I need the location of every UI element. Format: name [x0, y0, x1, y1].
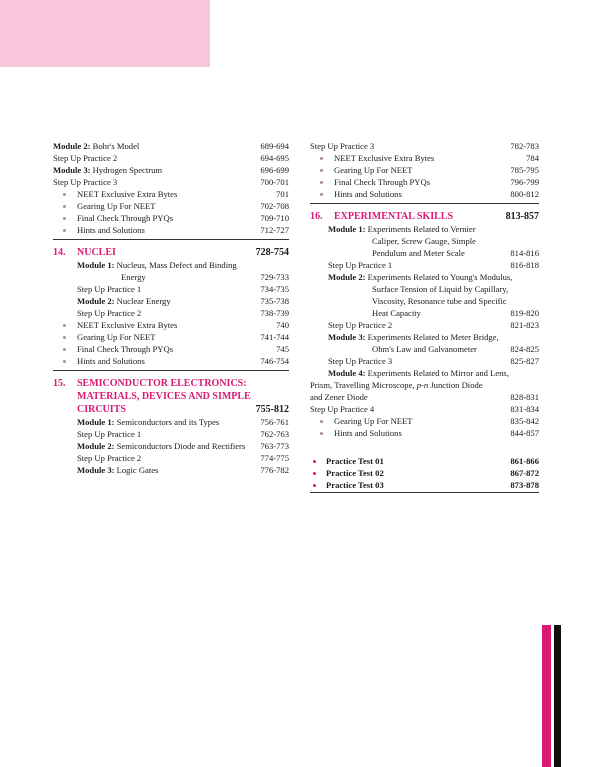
toc-entry[interactable] [53, 428, 289, 440]
toc-bullet-entry[interactable] [53, 355, 289, 367]
toc-module-entry[interactable] [310, 271, 539, 319]
spacer [310, 447, 539, 455]
module-label: Module 1: [328, 224, 366, 234]
entry-title: Hints and Solutions [310, 188, 506, 200]
page-range: 831-834 [510, 404, 539, 414]
entry-title-italic: p-n [416, 380, 429, 390]
entry-title: Step Up Practice 2 [328, 320, 393, 330]
entry-title: Gearing Up For NEET [53, 331, 256, 343]
chapter-title: EXPERIMENTAL SKILLS [334, 211, 454, 222]
entry-title: Practice Test 03 [310, 479, 506, 491]
entry-title-continued: Viscosity, Resonance tube and Specific [372, 296, 507, 306]
toc-bullet-entry[interactable] [310, 164, 539, 176]
page-range: 709-710 [260, 213, 289, 223]
entry-title: Logic Gates [114, 465, 159, 475]
toc-bullet-entry[interactable] [53, 331, 289, 343]
toc-bullet-entry[interactable] [310, 415, 539, 427]
entry-title-continued: Ohm's Law and Galvanometer [372, 344, 477, 354]
page-range: 694-695 [260, 153, 289, 163]
chapter-page-range: 728-754 [255, 247, 289, 258]
spacer [310, 439, 539, 447]
toc-module-entry[interactable] [310, 223, 539, 259]
page-range: 774-775 [260, 453, 289, 463]
divider [310, 203, 539, 204]
entry-title: NEET Exclusive Extra Bytes [53, 188, 272, 200]
chapter-title-continued: MATERIALS, DEVICES AND SIMPLE [77, 391, 251, 402]
entry-title: Step Up Practice 1 [77, 429, 142, 439]
module-label: Module 2: [77, 296, 115, 306]
entry-title: Step Up Practice 3 [310, 141, 375, 151]
toc-entry[interactable] [53, 452, 289, 464]
module-label: Module 2: [77, 441, 115, 451]
page-range: 729-733 [260, 272, 289, 282]
module-label: Module 2: [328, 272, 366, 282]
toc-bullet-entry[interactable] [310, 176, 539, 188]
practice-test-entry[interactable] [310, 455, 539, 467]
toc-entry[interactable] [53, 176, 289, 188]
toc-entry[interactable] [53, 416, 289, 428]
entry-title: Hints and Solutions [310, 427, 506, 439]
entry-title: Gearing Up For NEET [310, 415, 506, 427]
entry-title: Final Check Through PYQs [53, 212, 256, 224]
entry-title: Semiconductors and its Types [114, 417, 220, 427]
page-range: 712-727 [260, 225, 289, 235]
entry-title: Step Up Practice 2 [53, 153, 118, 163]
edge-accent-bar-pink [542, 625, 551, 767]
entry-title: Step Up Practice 2 [77, 453, 142, 463]
entry-title: Step Up Practice 4 [310, 404, 375, 414]
toc-left-column [53, 140, 289, 476]
divider [53, 239, 289, 240]
page-range: 844-857 [510, 428, 539, 438]
module-label: Module 3: [328, 332, 366, 342]
page-range: 819-820 [510, 308, 539, 318]
toc-bullet-entry[interactable] [53, 188, 289, 200]
chapter-heading[interactable] [310, 210, 539, 223]
toc-bullet-entry[interactable] [53, 319, 289, 331]
module-label: Module 3: [77, 465, 115, 475]
entry-title-continued: and Zener Diode [310, 392, 368, 402]
page-range: 776-782 [260, 465, 289, 475]
page-range: 784 [526, 153, 539, 163]
toc-bullet-entry[interactable] [310, 152, 539, 164]
page-range: 734-735 [260, 284, 289, 294]
page-range: 763-773 [260, 441, 289, 451]
module-label: Module 3: [53, 165, 91, 175]
page-range: 861-866 [510, 456, 539, 466]
toc-entry[interactable] [53, 295, 289, 307]
toc-entry[interactable] [53, 164, 289, 176]
page-range: 756-761 [260, 417, 289, 427]
divider [310, 492, 539, 493]
toc-entry[interactable] [53, 140, 289, 152]
page-range: 825-827 [510, 356, 539, 366]
page-range: 738-739 [260, 308, 289, 318]
page-range: 689-694 [260, 141, 289, 151]
toc-entry[interactable] [53, 283, 289, 295]
entry-title: Experiments Related to Meter Bridge, [365, 332, 499, 342]
module-label: Module 1: [77, 417, 115, 427]
page-range: 741-744 [260, 332, 289, 342]
page-range: 816-818 [510, 260, 539, 270]
toc-entry[interactable] [53, 152, 289, 164]
entry-title: Hydrogen Spectrum [90, 165, 163, 175]
entry-title: Step Up Practice 3 [53, 177, 118, 187]
page-range: 867-872 [510, 468, 539, 478]
toc-bullet-entry[interactable] [53, 200, 289, 212]
chapter-number: 15. [53, 378, 66, 389]
page-range: 762-763 [260, 429, 289, 439]
page-range: 800-812 [510, 189, 539, 199]
page-range: 828-831 [510, 392, 539, 402]
entry-title: Final Check Through PYQs [53, 343, 272, 355]
divider [53, 370, 289, 371]
toc-entry[interactable] [53, 307, 289, 319]
page-range: 785-795 [510, 165, 539, 175]
chapter-heading[interactable] [53, 246, 289, 259]
toc-entry[interactable] [310, 259, 539, 271]
entry-title: Gearing Up For NEET [310, 164, 506, 176]
chapter-title: SEMICONDUCTOR ELECTRONICS: [77, 378, 247, 389]
page-range: 873-878 [510, 480, 539, 490]
entry-title-continued: Energy [121, 272, 146, 282]
entry-title: Experiments Related to Vernier [365, 224, 476, 234]
page-range: 701 [276, 189, 289, 199]
page-range: 814-816 [510, 248, 539, 258]
entry-title: Nuclear Energy [114, 296, 171, 306]
page-range: 821-823 [510, 320, 539, 330]
entry-title-continued: Caliper, Screw Gauge, Simple [372, 236, 476, 246]
chapter-number: 14. [53, 247, 66, 258]
entry-title: Bohr's Model [90, 141, 140, 151]
toc-entry[interactable] [310, 319, 539, 331]
entry-title: Practice Test 02 [310, 467, 506, 479]
toc-entry[interactable] [310, 355, 539, 367]
chapter-title-continued: CIRCUITS [77, 404, 126, 415]
toc-module-entry[interactable] [310, 331, 539, 355]
toc-bullet-entry[interactable] [310, 188, 539, 200]
entry-title-continued: Pendulum and Meter Scale [372, 248, 465, 258]
entry-title: Hints and Solutions [53, 224, 256, 236]
entry-title: NEET Exclusive Extra Bytes [53, 319, 272, 331]
page-range: 824-825 [510, 344, 539, 354]
toc-entry[interactable] [53, 440, 289, 452]
module-label: Module 1: [77, 260, 115, 270]
page-range: 835-842 [510, 416, 539, 426]
toc-module-entry[interactable] [53, 259, 289, 283]
page-range: 702-708 [260, 201, 289, 211]
entry-title: Practice Test 01 [310, 455, 506, 467]
entry-title: Experiments Related to Mirror and Lens, [365, 368, 509, 378]
entry-title: Final Check Through PYQs [310, 176, 506, 188]
toc-module-entry[interactable] [310, 367, 539, 403]
entry-title: Experiments Related to Young's Modulus, [365, 272, 513, 282]
practice-test-entry[interactable] [310, 479, 539, 491]
entry-title: Nucleus, Mass Defect and Binding [114, 260, 237, 270]
entry-title: Step Up Practice 3 [328, 356, 393, 366]
page-range: 745 [276, 344, 289, 354]
page-range: 782-783 [510, 141, 539, 151]
edge-accent-bar-black [554, 625, 561, 767]
page-range: 796-799 [510, 177, 539, 187]
entry-title: Gearing Up For NEET [53, 200, 256, 212]
chapter-title: NUCLEI [77, 247, 116, 258]
toc-right-column [310, 140, 539, 499]
entry-title-continued: Prism, Travelling Microscope, [310, 380, 417, 390]
entry-title: Step Up Practice 1 [328, 260, 393, 270]
toc-entry[interactable] [310, 140, 539, 152]
entry-title-continued: Heat Capacity [372, 308, 421, 318]
entry-title: Step Up Practice 2 [77, 308, 142, 318]
entry-title: Semiconductors Diode and Rectifiers [114, 441, 246, 451]
practice-test-entry[interactable] [310, 467, 539, 479]
toc-bullet-entry[interactable] [53, 212, 289, 224]
entry-title: Step Up Practice 1 [77, 284, 142, 294]
chapter-number: 16. [310, 211, 323, 222]
entry-title-continued: Surface Tension of Liquid by Capillary, [372, 284, 509, 294]
page-range: 696-699 [260, 165, 289, 175]
page-range: 746-754 [260, 356, 289, 366]
entry-title: NEET Exclusive Extra Bytes [310, 152, 522, 164]
entry-title-continued: Junction Diode [428, 380, 483, 390]
chapter-page-range: 813-857 [505, 211, 539, 222]
toc-entry[interactable] [310, 403, 539, 415]
entry-title: Hints and Solutions [53, 355, 256, 367]
toc-bullet-entry[interactable] [310, 427, 539, 439]
page-range: 740 [276, 320, 289, 330]
module-label: Module 4: [328, 368, 366, 378]
module-label: Module 2: [53, 141, 91, 151]
page-range: 700-701 [260, 177, 289, 187]
toc-bullet-entry[interactable] [53, 224, 289, 236]
corner-color-block [0, 0, 210, 67]
toc-entry[interactable] [53, 464, 289, 476]
chapter-heading[interactable] [53, 377, 289, 416]
toc-bullet-entry[interactable] [53, 343, 289, 355]
chapter-page-range: 755-812 [255, 404, 289, 415]
page-range: 735-738 [260, 296, 289, 306]
